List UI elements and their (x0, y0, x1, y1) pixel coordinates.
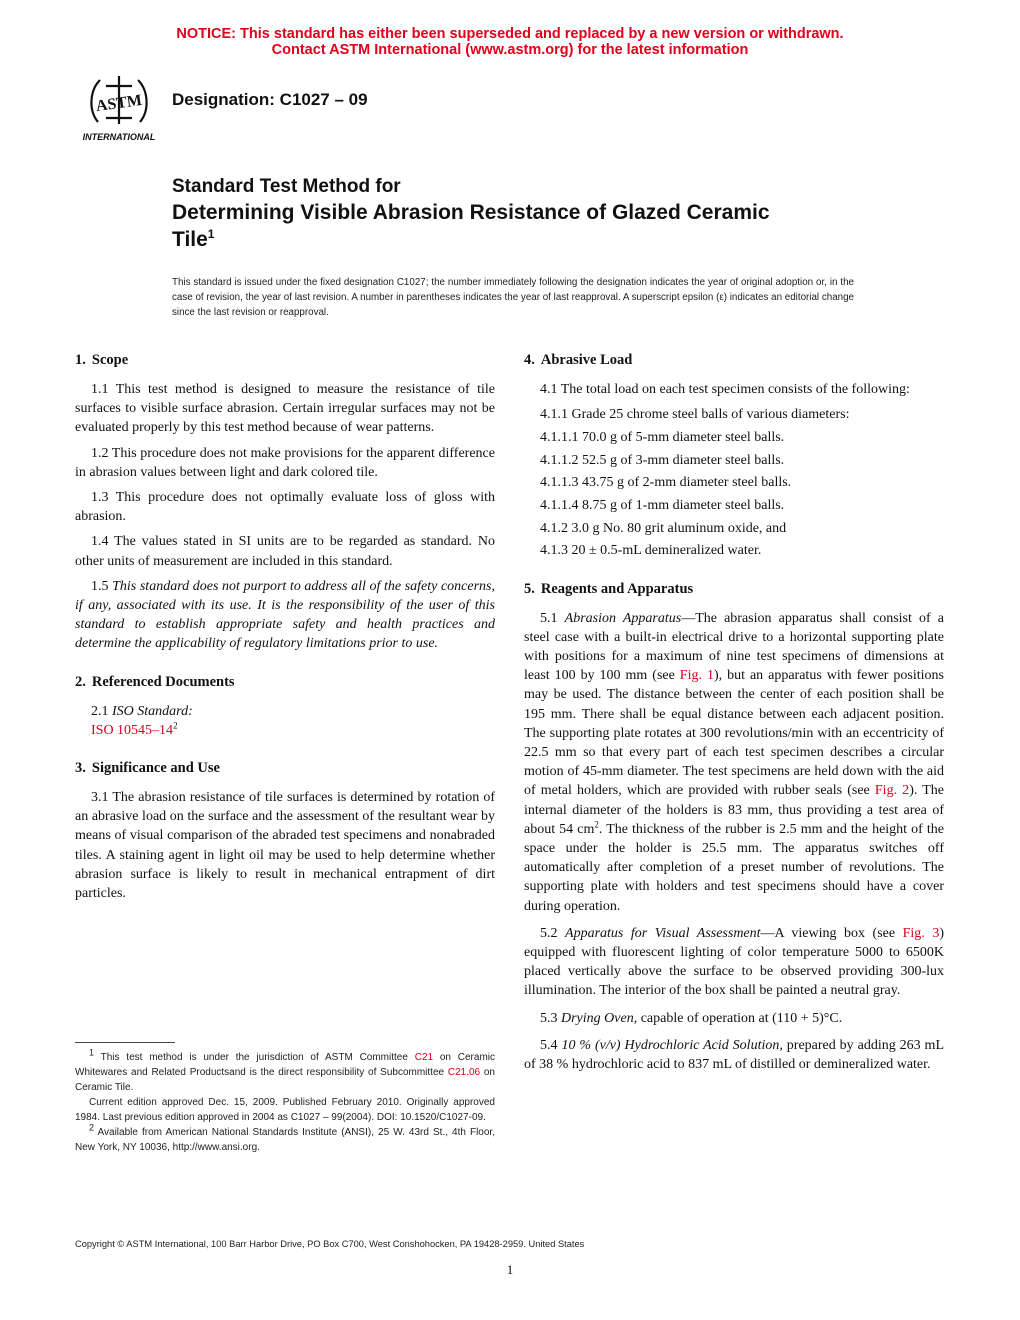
designation: Designation: C1027 – 09 (172, 90, 368, 109)
load-item: 4.1.1.4 8.75 g of 1-mm diameter steel balls. (540, 498, 785, 514)
section-significance (75, 758, 495, 903)
load-item: 4.1.1.2 52.5 g of 3-mm diameter steel balls. (540, 452, 785, 468)
section-abrasive-load (524, 350, 944, 561)
fig1-link[interactable]: Fig. 1 (679, 668, 714, 684)
right-column (524, 350, 944, 1092)
paragraph-1-5: 1.5 This standard does not purport to address all of the safety concerns, if any, associated with its use. It is the responsibility of the user of this standard to establish appropriate safety and health practices and determine the applicability of regulatory limitations prior to use. (75, 578, 496, 652)
title-line-2: Determining Visible Abrasion Resistance of Glazed Ceramic (172, 201, 770, 224)
section-scope (75, 350, 495, 654)
section-reagents (524, 579, 944, 1075)
paragraph-5-3: 5.3 Drying Oven, capable of operation at (110 + 5)°C. (540, 1010, 843, 1026)
section-heading-reagents: 5. Reagents and Apparatus (524, 580, 694, 597)
load-item: 4.1.1.3 43.75 g of 2-mm diameter steel balls. (540, 475, 792, 491)
paragraph-4-1: 4.1 The total load on each test specimen consists of the following: (540, 382, 910, 397)
iso-footnote-mark: 2 (173, 720, 178, 731)
notice-line-2: Contact ASTM International (www.astm.org) for the latest information (271, 42, 749, 58)
iso-link[interactable]: ISO 10545–14 (91, 722, 174, 738)
title-line-1: Standard Test Method for (172, 176, 401, 197)
footnotes (75, 1047, 496, 1155)
title-line-3: Tile$^1$ (172, 227, 215, 251)
section-heading-abrasive-load: 4. Abrasive Load (524, 352, 633, 368)
footnote-2: $^2$ Available from American National Standards Institute (ANSI), 25 W. 43rd St., 4th Floor, New York, NY 10036, http://www.ansi.org. (75, 1122, 495, 1153)
load-item: 4.1.2 3.0 g No. 80 grit aluminum oxide, and (540, 520, 787, 536)
iso-reference (75, 721, 495, 740)
paragraph-5-1: 5.1 Abrasion Apparatus—The abrasion apparatus shall consist of a steel case with a built-in electrical drive to a horizontal supporting plate with positions for a maximum of nine test specimens of dimensions at least 100 by 100 mm (see Fig. 1), but an apparatus with fewer positions may be used. The distance between the center of each position shall be 195 mm. There shall be equal distance between each adjacent position. The supporting plate rotates at 300 revolutions/min with an eccentricity of 22.5 mm so that every part of each test specimen describes a circular motion of 45-mm diameter. The test specimens are held down with the aid of metal holders, which are provided with rubber seals (see Fig. 2). The internal diameter of the holders is 83 mm, thus providing a test area of about 54 $cm^2$. The thickness of the rubber is 2.5 mm and the height of the space under the holder is 25.5 mm. The apparatus switches off automatically after completion of a preset number of revolutions. The supporting plate with holders and test specimens should have a cover during operation. (524, 610, 945, 914)
left-column (75, 350, 495, 921)
load-item: 4.1.1.1 70.0 g of 5-mm diameter steel balls. (540, 429, 785, 445)
issuance-note: This standard is issued under the fixed designation C1027; the number immediately following the designation indicates the year of original adoption or, in the case of revision, the year of last revision. A number in parentheses indicates the year of last reapproval. A superscript epsilon (ε) indicates an editorial change since the last revision or reapproval. (172, 277, 854, 318)
copyright: Copyright © ASTM International, 100 Barr Harbor Drive, PO Box C700, West Conshohocken, PA 19428-2959. United States (75, 1239, 585, 1249)
title-footnote-mark: 1 (207, 227, 215, 241)
paragraph-3-1: 3.1 The abrasion resistance of tile surfaces is determined by rotation of an abrasive load on the surface and the assessment of the resultant wear by means of visual comparison of the abraded test specimens and nonabraded tiles. A staining agent in light oil may be used to help determine whether abrasion surface is likely to result in mechanical entrapment of dirt particles. (75, 790, 495, 902)
section-heading-significance: 3. Significance and Use (75, 760, 220, 777)
paragraph-5-4: 5.4 10 % (v/v) Hydrochloric Acid Solution, prepared by adding 263 mL of 38 % hydrochloric acid to 837 mL of distilled or demineralized water. (524, 1037, 945, 1073)
fig2-link[interactable]: Fig. 2 (874, 783, 910, 799)
paragraph-1-2: 1.2 This procedure does not make provisions for the apparent difference in abrasion values between light and dark colored tile. (75, 445, 495, 480)
paragraph-1-1: 1.1 This test method is designed to measure the resistance of tile surfaces to visible surface abrasion. Certain irregular surfaces may not be evaluated properly by this test method because of wear patterns. (75, 382, 495, 436)
astm-logo (76, 72, 162, 144)
load-item: 4.1.3 20 ± 0.5-mL demineralized water. (540, 543, 762, 559)
section-heading-refdocs: 2. Referenced Documents (75, 673, 235, 690)
load-item: 4.1.1 Grade 25 chrome steel balls of various diameters: (540, 407, 850, 423)
paragraph-2-1: 2.1 ISO Standard: (91, 703, 193, 719)
paragraph-1-4: 1.4 The values stated in SI units are to be regarded as standard. No other units of measurement are included in this standard. (75, 534, 495, 569)
fig3-link[interactable]: Fig. 3 (902, 925, 940, 941)
document-title (172, 175, 892, 253)
footnote-divider (75, 1042, 175, 1043)
c21-link[interactable]: C21 (414, 1052, 434, 1063)
astm-logo-letters: ASTM (94, 91, 144, 116)
notice-banner (0, 26, 1020, 58)
footnote-1: $^1$ This test method is under the jurisdiction of ASTM Committee C21 on Ceramic Whitewares and Related Productsand is the direct responsibility of Subcommittee C21.06 on Ceramic Tile. (75, 1047, 496, 1093)
footnote-edition: Current edition approved Dec. 15, 2009. Published February 2010. Originally approved 1984. Last previous edition approved in 2004 as C1027 – 99(2004). DOI: 10.1520/C1027-09. (75, 1097, 495, 1123)
paragraph-5-2: 5.2 Apparatus for Visual Assessment—A viewing box (see Fig. 3) equipped with fluorescent lighting of color temperature 5000 to 6500K placed vertically above the surface to be observed providing 300-lux illumination. The interior of the box shall be painted a neutral gray. (524, 925, 944, 999)
notice-line-1: NOTICE: This standard has either been superseded and replaced by a new version or withdrawn. (176, 26, 844, 42)
page-number: 1 (506, 1262, 514, 1277)
section-referenced-documents (75, 672, 495, 740)
section-heading-scope: 1. Scope (75, 352, 129, 368)
c21-06-link[interactable]: C21.06 (447, 1067, 481, 1078)
paragraph-1-3: 1.3 This procedure does not optimally evaluate loss of gloss with abrasion. (75, 490, 495, 525)
astm-logo-sub: INTERNATIONAL (82, 132, 156, 142)
